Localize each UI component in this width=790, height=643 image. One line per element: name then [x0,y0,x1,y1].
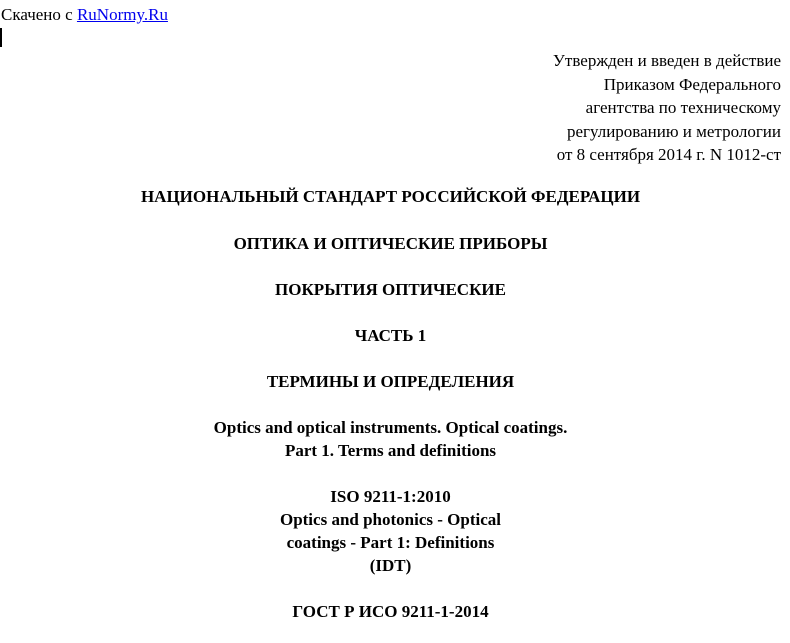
approval-line: Приказом Федерального [603,74,781,94]
optics-instruments-heading: ОПТИКА И ОПТИЧЕСКИЕ ПРИБОРЫ [233,234,548,253]
runormy-link[interactable]: RuNormy.Ru [76,5,168,24]
iso-title-line: coatings - Part 1: Definitions [286,533,495,552]
approval-block [553,49,781,167]
approval-line: агентства по техническому [585,98,781,117]
approval-line: регулированию и метрологии [566,121,781,141]
gost-number: ГОСТ Р ИСО 9211-1-2014 [292,602,489,621]
approval-line: от 8 сентября 2014 г. N 1012-ст [556,145,781,164]
iso-equivalence: (IDT) [369,556,412,575]
part-heading: ЧАСТЬ 1 [354,326,427,345]
optical-coatings-heading: ПОКРЫТИЯ ОПТИЧЕСКИЕ [275,280,506,299]
source-prefix: Скачено с [1,5,77,24]
iso-reference [0,485,781,577]
source-line [1,5,168,25]
iso-title-line: Optics and photonics - Optical [279,510,502,529]
english-title-line: Part 1. Terms and definitions [284,441,497,460]
text-cursor [0,28,2,47]
english-title-line: Optics and optical instruments. Optical coatings. [213,418,568,437]
terms-definitions-heading: ТЕРМИНЫ И ОПРЕДЕЛЕНИЯ [266,372,515,391]
national-standard-heading: НАЦИОНАЛЬНЫЙ СТАНДАРТ РОССИЙСКОЙ ФЕДЕРАЦИИ [140,187,641,206]
english-title [0,416,781,462]
iso-number: ISO 9211-1:2010 [330,487,451,506]
approval-line: Утвержден и введен в действие [552,51,781,70]
